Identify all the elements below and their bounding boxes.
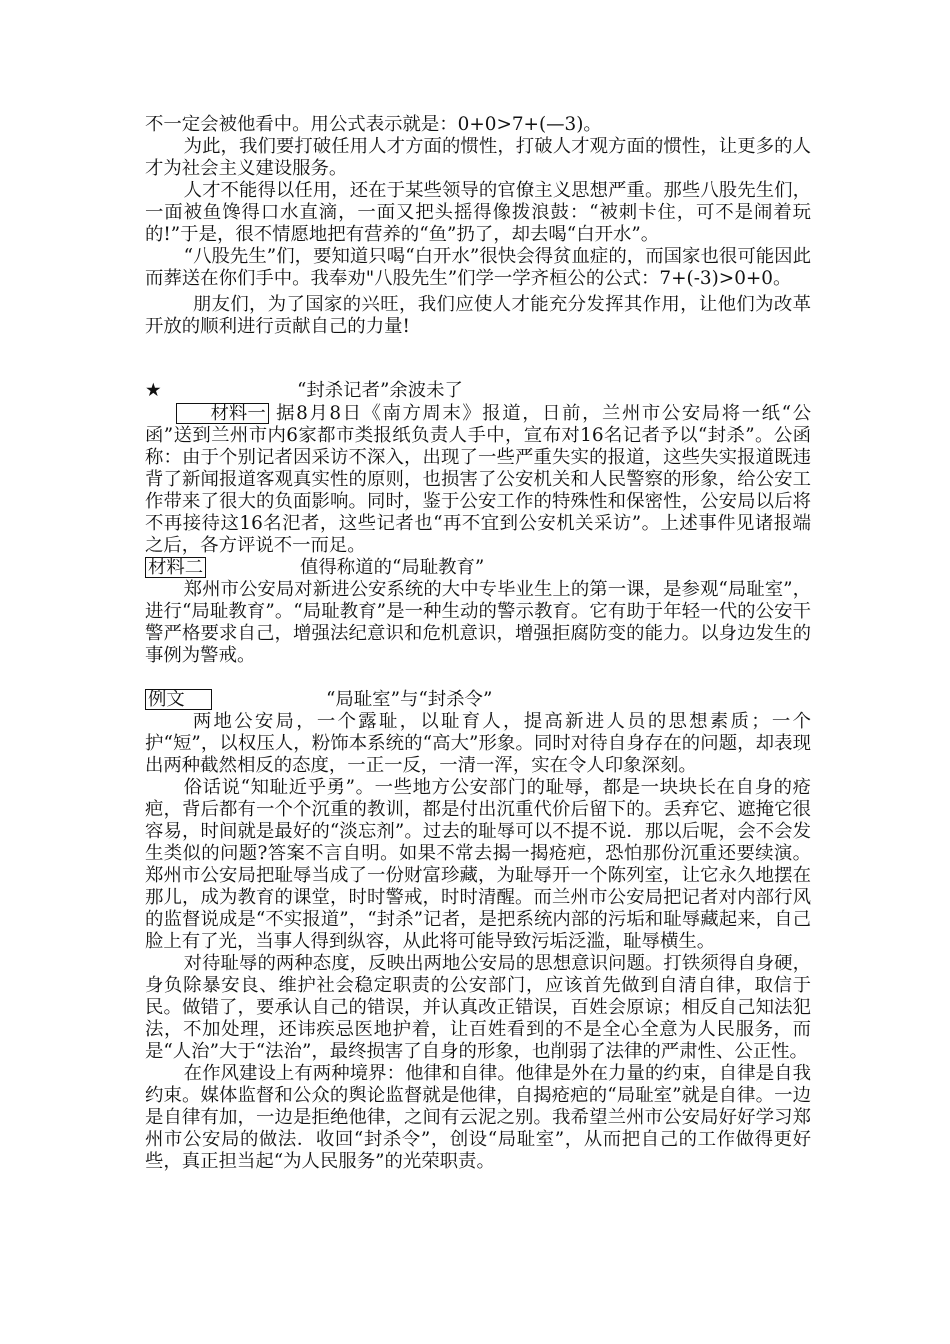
example-paragraph-3: 对待耻辱的两种态度，反映出两地公安局的思想意识问题。打铁须得自身硬，身负除暴安良、维护社会稳定职责的公安部门，应该首先做到自清自律，取信于民。做错了，要承认自己的错误，并认真改正错误，百姓会原谅；相反自己知法犯法，不加处理，还讳疾忌医地护着，让百姓看到的不是全心全意为人民服务，而是“人治”大于“法治”，最终损害了自身的形象，也削弱了法律的严肃性、公正性。 (145, 953, 811, 1062)
intro-paragraph-4: “八股先生”们，要知道只喝“白开水”很快会得贫血症的，而国家也很可能因此而葬送在你们手中。我奉劝"八股先生”们学一学齐桓公的公式：7+(-3)>0+0。 (145, 246, 811, 289)
material-two-label: 材料二 (145, 557, 206, 578)
example-paragraph-4: 在作风建设上有两种境界：他律和自律。他律是外在力量的约束，自律是自我约束。媒体监督和公众的舆论监督就是他律，自揭疮疤的“局耻室”就是自律。一边是自律有加，一边是拒绝他律，之间有云泥之别。我希望兰州市公安局好好学习郑州市公安局的做法．收回“封杀令”，创设“局耻室”，从而把自己的工作做得更好些，真正担当起“为人民服务”的光荣职责。 (145, 1063, 811, 1172)
material-one (145, 403, 811, 557)
example-paragraph-2: 俗话说“知耻近乎勇”。一些地方公安部门的耻辱，都是一块块长在自身的疮疤，背后都有一个个沉重的教训，都是付出沉重代价后留下的。丢弃它、遮掩它很容易，时间就是最好的“淡忘剂”。过去的耻辱可以不提不说．那以后呢，会不会发生类似的问题?答案不言自明。如果不常去揭一揭疮疤，恐怕那份沉重还要续演。郑州市公安局把耻辱当成了一份财富珍藏，为耻辱开一个陈列室，让它永久地摆在那儿，成为教育的课堂，时时警戒，时时清醒。而兰州市公安局把记者对内部行风的监督说成是“不实报道”，“封杀”记者，是把系统内部的污垢和耻辱藏起来，自己脸上有了光，当事人得到纵容，从此将可能导致污垢泛滥，耻辱横生。 (145, 777, 811, 952)
example-essay (145, 711, 811, 1173)
intro-paragraph-1: 不一定会被他看中。用公式表示就是：0+0>7+(—3)。 (145, 114, 602, 135)
material-two-text: 郑州市公安局对新进公安系统的大中专毕业生上的第一课，是参观“局耻室”，进行“局耻教育”。“局耻教育”是一种生动的警示教育。它有助于年轻一代的公安干警严格要求自己，增强法纪意识和危机意识，增强拒腐防变的能力。以身边发生的事例为警戒。 (145, 579, 811, 666)
example-title: “局耻室”与“封杀令” (326, 689, 493, 710)
intro-paragraph-2: 为此，我们要打破任用人才方面的惯性，打破人才观方面的惯性，让更多的人才为社会主义建设服务。 (145, 136, 811, 179)
example-heading (145, 689, 212, 711)
example-paragraph-1: 两地公安局，一个露耻，以耻育人，提高新进人员的思想素质；一个护“短”，以权压人，粉饰本系统的“高大”形象。同时对待自身存在的问题，却表现出两种截然相反的态度，一正一反，一清一浑，实在令人印象深刻。 (145, 711, 811, 776)
section-title: “封杀记者”余波未了 (297, 380, 463, 401)
example-label: 例文 (145, 689, 212, 710)
material-one-text: 据8月8日《南方周末》报道，日前，兰州市公安局将一纸“公函”送到兰州市内6家都市类报纸负责人手中，宣布对16名记者予以“封杀”。公函称：由于个别记者因采访不深入，出现了一些严重失实的报道，这些失实报道既违背了新闻报道客观真实性的原则，也损害了公安机关和人民警察的形象，给公安工作带来了很大的负面影响。同时，鉴于公安工作的特殊性和保密性，公安局以后将不再接待这16名汜者，这些记者也“再不宜到公安机关采访”。上述事件见诸报端之后，各方评说不一而足。 (145, 403, 811, 556)
intro-section (145, 114, 811, 338)
intro-paragraph-3: 人才不能得以任用，还在于某些领导的官僚主义思想严重。那些八股先生们，一面被鱼馋得口水直滴，一面又把头摇得像拨浪鼓：“被刺卡住，可不是闹着玩的!”于是，很不情愿地把有营养的“鱼”扔了，却去喝“白开水”。 (145, 180, 811, 245)
material-one-paragraph (145, 403, 811, 557)
intro-paragraph-5: 朋友们，为了国家的兴旺，我们应使人才能充分发挥其作用，让他们为改革开放的顺利进行贡献自己的力量! (145, 294, 811, 337)
material-one-label: 材料一 (176, 403, 268, 424)
material-two (145, 579, 811, 667)
star-icon: ★ (145, 380, 162, 401)
material-two-heading (145, 557, 206, 579)
material-two-title: 值得称道的“局耻教育” (300, 557, 485, 578)
